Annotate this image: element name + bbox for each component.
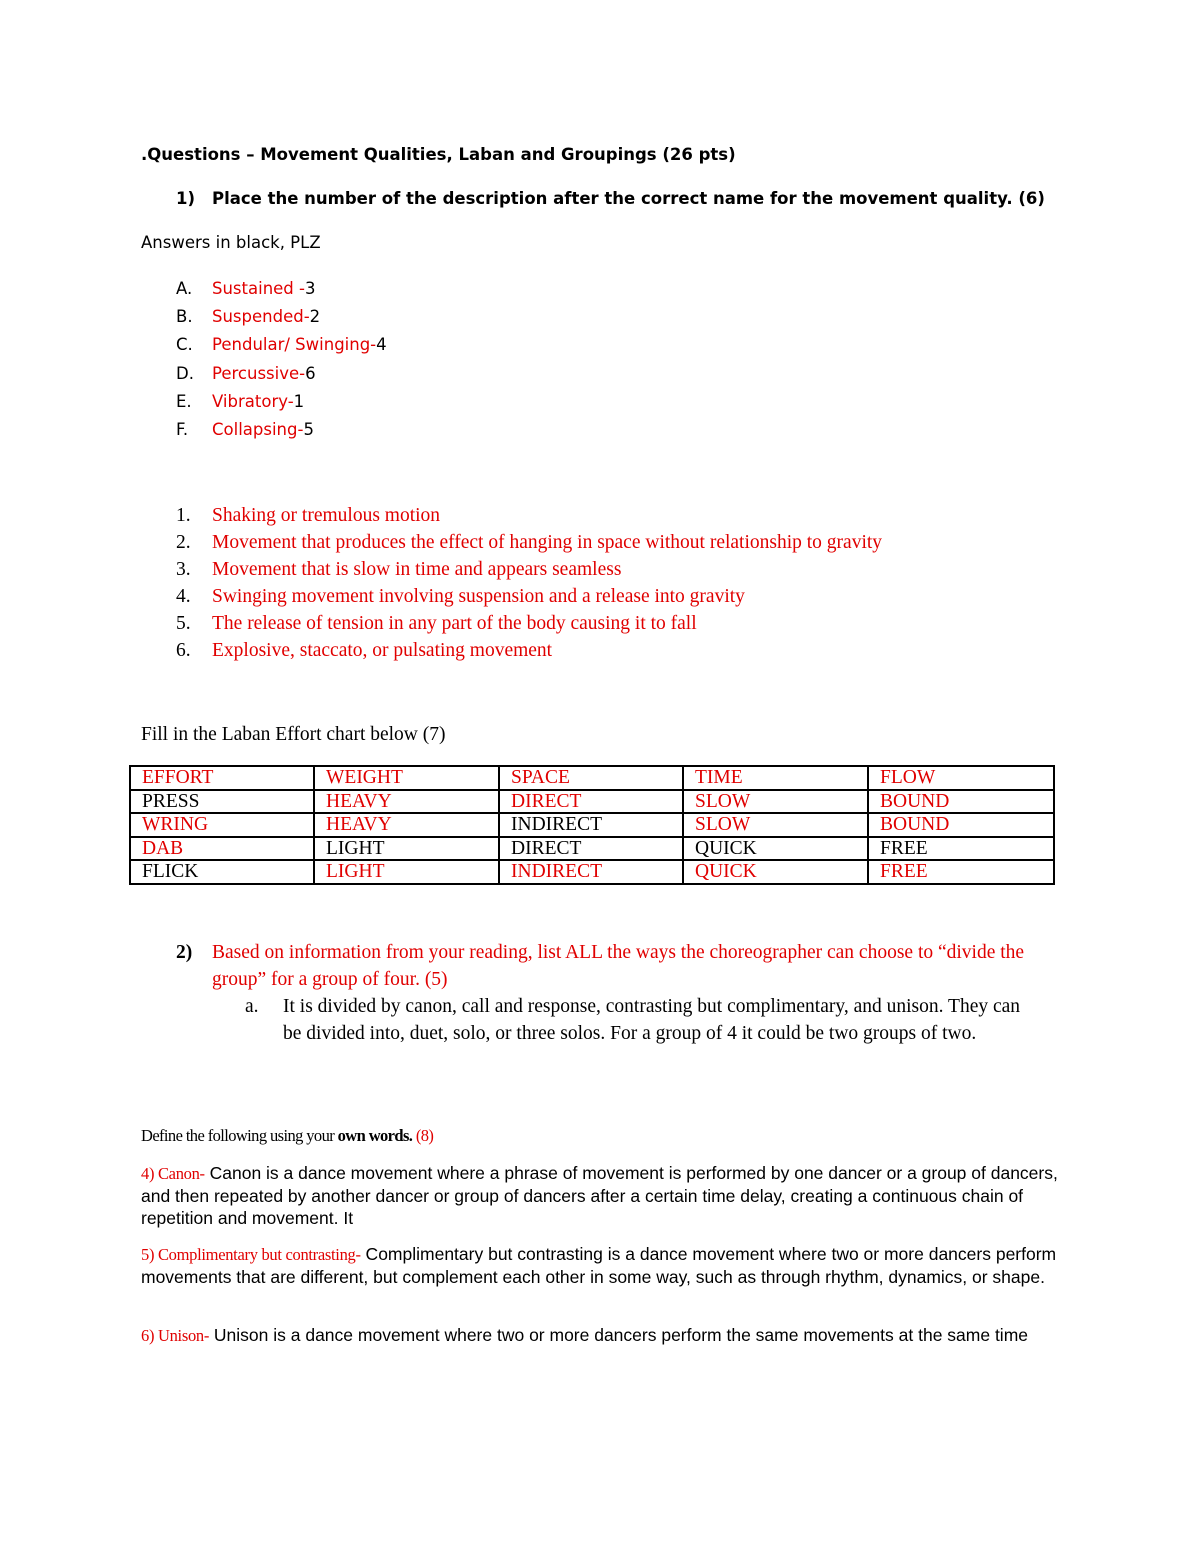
list-marker: 6. (176, 640, 191, 661)
list-item (176, 391, 387, 419)
table-cell: WRING (130, 813, 314, 837)
answer-note: Answers in black, PLZ (141, 233, 321, 252)
movement-quality-list (176, 278, 387, 447)
quality-answer: 5 (303, 419, 314, 439)
list-marker: B. (176, 307, 193, 327)
list-marker: 1. (176, 505, 191, 526)
quality-answer: 3 (304, 279, 316, 298)
list-item (176, 278, 387, 306)
table-cell: EFFORT (130, 766, 314, 790)
quality-name: Vibratory- (212, 391, 294, 411)
description-text: Swinging movement involving suspension and a release into gravity (212, 586, 745, 607)
list-marker: 4. (176, 586, 191, 607)
table-cell: HEAVY (314, 813, 499, 837)
table-cell: HEAVY (314, 790, 499, 814)
answer-text: It is divided by canon, call and response, contrasting but complimentary, and unison. They can be divided into, duet, solo, or three solos. For a group of 4 it could be two groups of two. (283, 996, 1021, 1044)
table-cell: FREE (868, 837, 1054, 861)
definition-text: Complimentary but contrasting is a dance movement where two or more dancers perform movements that are different, but complement each other in some way, such as through rhythm, dynamics, or shape. (141, 1244, 1057, 1287)
list-item (176, 585, 882, 612)
list-item (176, 363, 387, 391)
heading-text: Define the following using your (141, 1126, 338, 1145)
description-text: Movement that produces the effect of hanging in space without relationship to gravity (212, 532, 883, 553)
list-item (176, 334, 387, 362)
table-cell: FLOW (868, 766, 1054, 790)
list-item (176, 306, 387, 334)
table-cell: FLICK (130, 860, 314, 884)
quality-name: Suspended- (212, 307, 310, 327)
list-item (176, 612, 882, 639)
table-cell: LIGHT (314, 837, 499, 861)
heading-emphasis: own words. (337, 1126, 413, 1145)
table-cell: SLOW (683, 790, 868, 814)
laban-chart-title: Fill in the Laban Effort chart below (7) (141, 724, 446, 745)
question-1-number: 1) (176, 189, 196, 208)
table-cell: INDIRECT (499, 860, 683, 884)
description-text: Explosive, staccato, or pulsating movement (212, 640, 553, 661)
list-item (176, 504, 882, 531)
list-marker: D. (176, 363, 194, 383)
question-2-answer (245, 993, 1035, 1047)
quality-answer: 2 (309, 307, 321, 327)
table-cell: LIGHT (314, 860, 499, 884)
definition-text: Canon is a dance movement where a phrase of movement is performed by one dancer or a group of dancers, and then repeated by another dancer or group of dancers after a certain time delay, creating a continuous chain of repetition and movement. It (141, 1163, 1058, 1228)
quality-name: Collapsing- (212, 419, 304, 439)
table-cell: DIRECT (499, 837, 683, 861)
laban-effort-table (129, 765, 1055, 885)
page-title: .Questions – Movement Qualities, Laban and Groupings (26 pts) (141, 145, 736, 164)
list-marker: a. (245, 996, 259, 1017)
question-1-prompt (176, 189, 1045, 208)
quality-answer: 6 (305, 363, 316, 383)
table-cell: WEIGHT (314, 766, 499, 790)
table-cell: QUICK (683, 837, 868, 861)
list-marker: C. (176, 335, 193, 355)
list-marker: E. (176, 391, 192, 411)
list-item (176, 531, 882, 558)
list-marker: A. (176, 279, 193, 298)
definition-label: 4) Canon- (141, 1164, 205, 1183)
list-item (176, 419, 387, 447)
quality-answer: 1 (293, 391, 305, 411)
table-row (130, 837, 1054, 861)
table-row (130, 860, 1054, 884)
list-item (176, 639, 882, 666)
table-cell: BOUND (868, 813, 1054, 837)
definition-label: 5) Complimentary but contrasting- (141, 1245, 361, 1264)
table-cell: SLOW (683, 813, 868, 837)
table-row (130, 813, 1054, 837)
quality-name: Sustained - (212, 279, 305, 298)
question-2-text: Based on information from your reading, list ALL the ways the choreographer can choose to “divide the group” for a group of four. (5) (212, 942, 1025, 990)
quality-answer: 4 (376, 335, 387, 355)
table-cell: DIRECT (499, 790, 683, 814)
list-marker: 5. (176, 613, 191, 634)
table-row (130, 790, 1054, 814)
description-text: Movement that is slow in time and appears seamless (212, 559, 622, 580)
list-marker: F. (176, 419, 189, 439)
question-2-number: 2) (176, 942, 193, 963)
table-cell: DAB (130, 837, 314, 861)
table-cell: BOUND (868, 790, 1054, 814)
definition-unison (141, 1324, 1061, 1347)
definition-text: Unison is a dance movement where two or more dancers perform the same movements at the same time (209, 1325, 1029, 1345)
question-1-text: Place the number of the description after the correct name for the movement quality. (6) (212, 189, 1045, 208)
table-cell: FREE (868, 860, 1054, 884)
question-2 (176, 939, 1036, 993)
description-text: The release of tension in any part of the body causing it to fall (212, 613, 697, 634)
table-cell: SPACE (499, 766, 683, 790)
table-header-row (130, 766, 1054, 790)
definition-label: 6) Unison- (141, 1326, 210, 1345)
list-marker: 3. (176, 559, 191, 580)
quality-name: Percussive- (212, 363, 306, 383)
description-text: Shaking or tremulous motion (212, 505, 441, 526)
definition-canon (141, 1162, 1061, 1229)
table-cell: QUICK (683, 860, 868, 884)
quality-name: Pendular/ Swinging- (212, 335, 377, 355)
table-cell: TIME (683, 766, 868, 790)
list-marker: 2. (176, 532, 191, 553)
list-item (176, 558, 882, 585)
heading-points: (8) (412, 1126, 434, 1145)
table-cell: INDIRECT (499, 813, 683, 837)
description-list (176, 504, 882, 666)
definitions-heading (141, 1126, 433, 1146)
table-cell: PRESS (130, 790, 314, 814)
definition-complimentary (141, 1243, 1061, 1288)
